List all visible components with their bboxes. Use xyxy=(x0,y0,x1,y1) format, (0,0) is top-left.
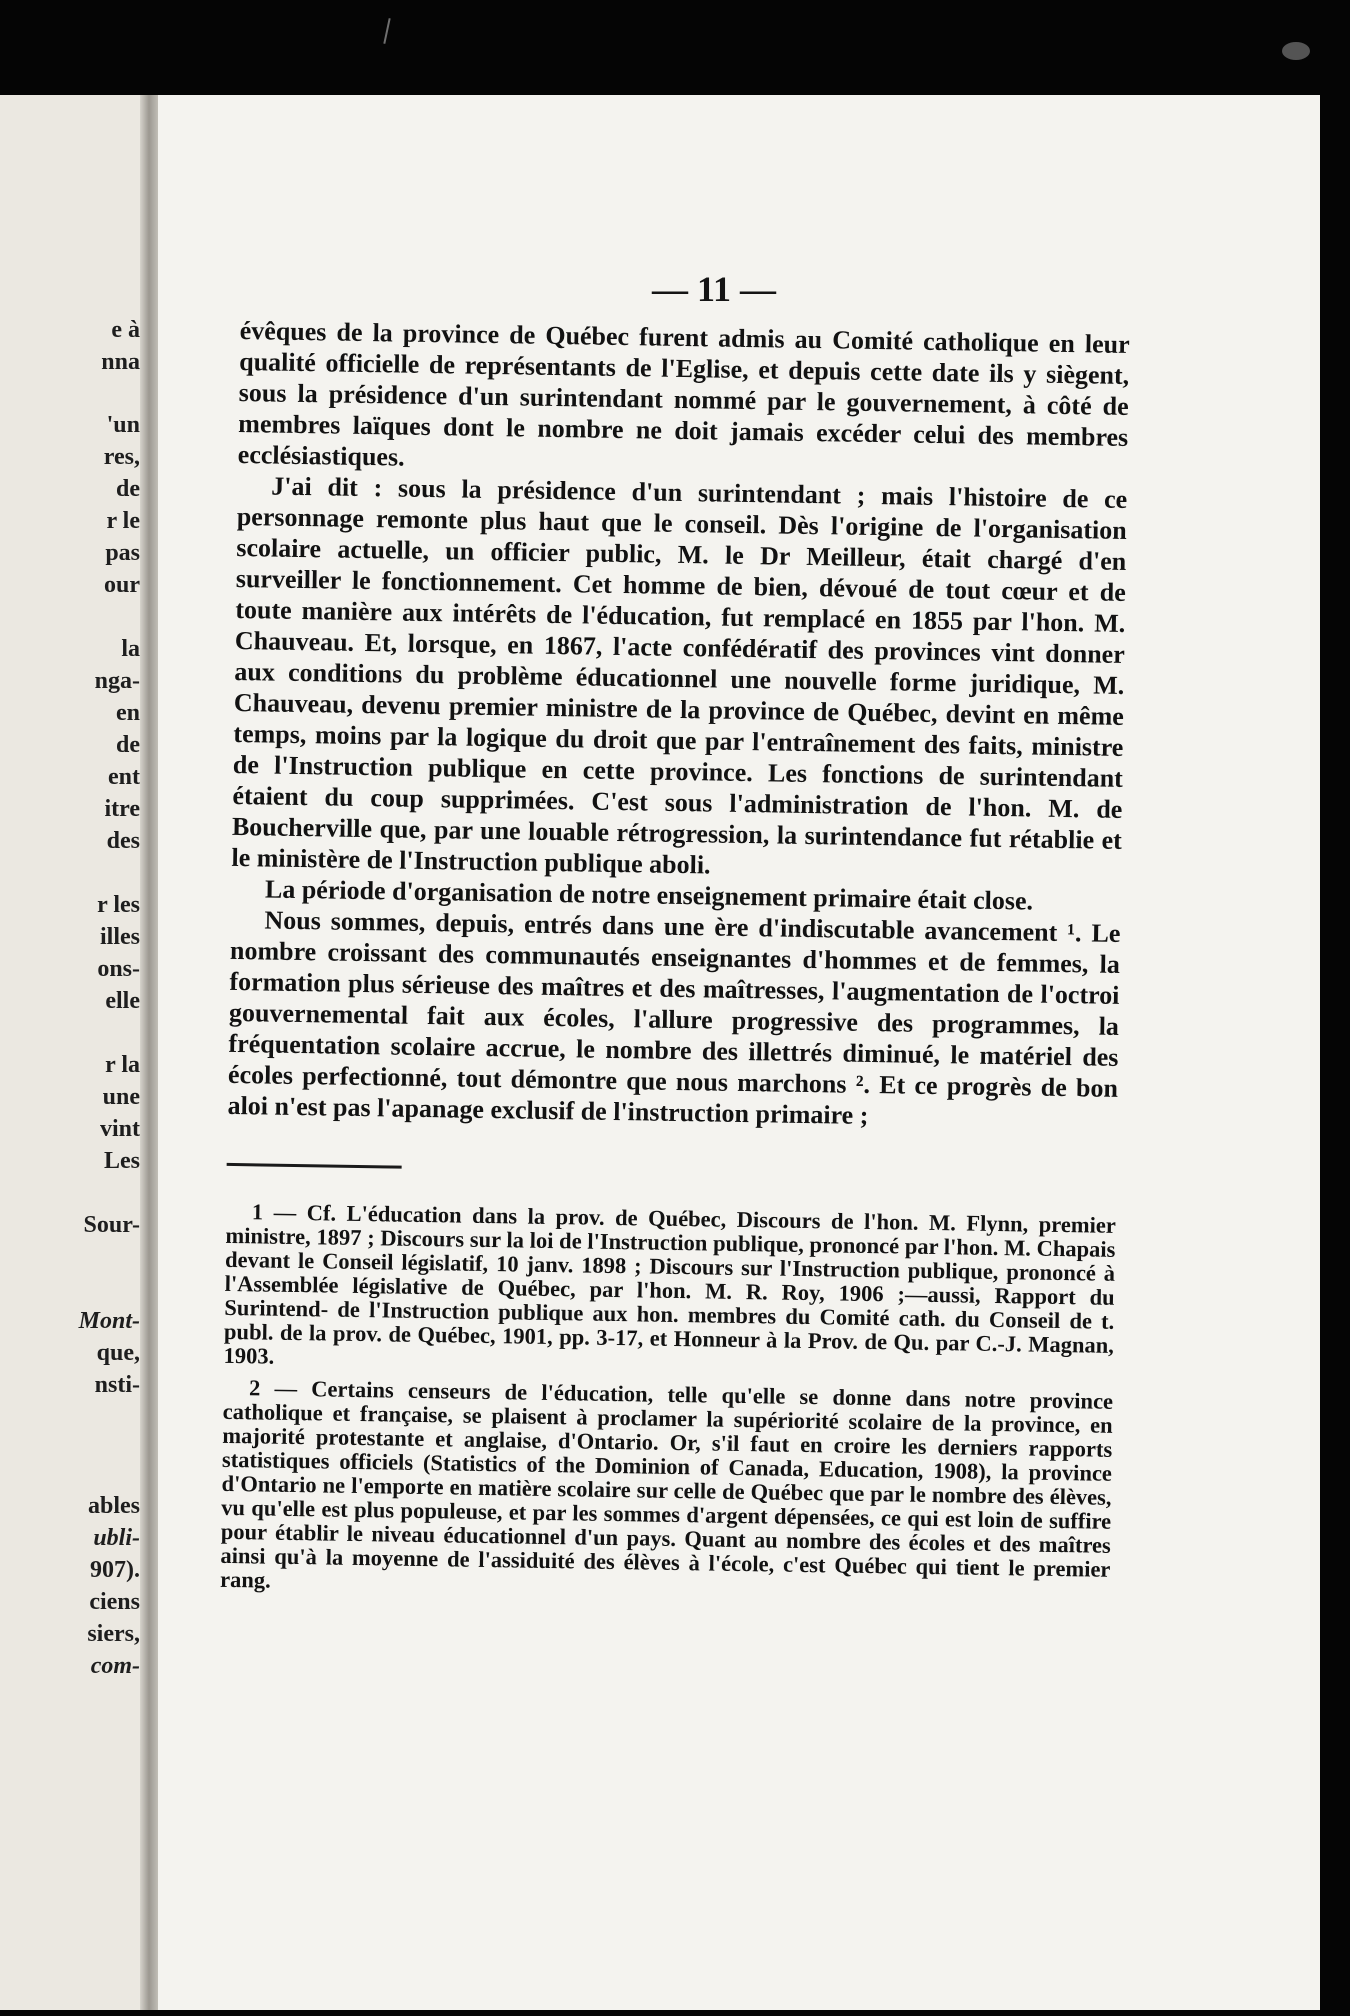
left-margin-fragment: de xyxy=(116,732,140,758)
left-margin-fragment: res, xyxy=(103,444,140,470)
left-margin-fragment: ons- xyxy=(97,956,140,982)
paragraph: Nous sommes, depuis, entrés dans une ère d'indiscutable avancement ¹. Le nombre croissant des communautés enseignantes d'hommes et de femmes, la formation plus sérieuse des maîtres et des maîtresses, l'augmentation de l'octroi gouvernemental fait aux écoles, l'allure progressive des programmes, la fréquentation scolaire accrue, le nombre des illettrés diminué, le matériel des écoles perfectionné, tout démontre que nous marchons ². Et ce progrès de bon aloi n'est pas l'apanage exclusif de l'instruction primaire ; xyxy=(227,905,1121,1130)
left-margin-fragment: vint xyxy=(99,1116,140,1142)
footnote-separator xyxy=(227,1163,402,1169)
left-margin-fragment: siers, xyxy=(87,1621,140,1647)
main-text-block xyxy=(220,315,1130,1606)
left-margin-fragment: r la xyxy=(105,1052,140,1078)
left-margin-fragment: ables xyxy=(87,1493,140,1519)
left-margin-fragment: r le xyxy=(106,508,140,534)
footnote: 1 — Cf. L'éducation dans la prov. de Québec, Discours de l'hon. M. Flynn, premier ministre, 1897 ; Discours sur la loi de l'Instruction publique, prononcé par l'hon. M. Chapais devant le Conseil législatif, 10 janv. 1898 ; Discours sur l'Instruction publique, prononcé à l'Assemblée législative de Québec, par l'hon. M. R. Roy, 1906 ;—aussi, Rapport du Surintend- de l'Instruction publique aux hon. membres du Comité cath. du Conseil de t. publ. de la prov. de Québec, 1901, pp. 3-17, et Honneur à la Prov. de Qu. par C.-J. Magnan, 1903. xyxy=(223,1199,1117,1369)
left-margin-fragment: itre xyxy=(104,796,140,822)
left-margin-fragment: que, xyxy=(96,1340,140,1366)
left-margin-fragment: 'un xyxy=(106,412,140,438)
left-margin-fragment: des xyxy=(106,828,140,854)
left-margin-fragment: e à xyxy=(111,317,140,343)
left-margin-fragment: elle xyxy=(105,988,140,1014)
left-margin-fragment: pas xyxy=(105,540,140,566)
left-margin-fragment: ciens xyxy=(89,1589,140,1615)
footnote: 2 — Certains censeurs de l'éducation, telle qu'elle se donne dans notre province catholique et française, se plaisent à proclamer la supériorité scolaire de la province, en majorité protestante et anglaise, d'Ontario. Or, s'il faut en croire les derniers rapports statistiques officiels (Statistics of the Dominion of Canada, Education, 1908), la province d'Ontario ne l'emporte en matière scolaire sur celle de Québec que par le nombre des élèves, vu qu'elle est plus populeuse, et par les sommes d'argent dépensées, ce qui est loin de suffire pour établir le niveau éducationnel d'un pays. Quant au nombre des écoles et des maîtres ainsi qu'à la moyenne de l'assiduité des élèves à l'école, c'est Québec qui tient le premier rang. xyxy=(219,1375,1114,1593)
paragraph: évêques de la province de Québec furent admis au Comité catholique en leur qualité officielle de représentants de l'Eglise, et depuis cette date ils y siègent, sous la présidence d'un surintendant nommé par le gouvernement, à côté de membres laïques dont le nombre ne doit jamais excéder celui des membres ecclésiastiques. xyxy=(237,315,1130,472)
paragraph: J'ai dit : sous la présidence d'un surintendant ; mais l'histoire de ce personnage remonte plus haut que le conseil. Dès l'origine de l'organisation scolaire actuelle, un officier public, M. le Dr Meilleur, était chargé d'en surveiller le fonctionnement. Cet homme de bien, dévoué de tout cœur et de toute manière aux intérêts de l'éducation, fut remplacé en 1855 par l'hon. M. Chauveau. Et, lorsque, en 1867, l'acte confédératif des provinces vint donner aux conditions du problème éducationnel une nouvelle forme juridique, M. Chauveau, devenu premier ministre de la province de Québec, devint en même temps, moins par la logique du droit que par l'entraînement des faits, ministre de l'Instruction publique en cette province. Les fonctions de surintendant étaient du coup supprimées. C'est sous l'administration de l'hon. M. de Boucherville que, par une louable rétrogression, la surintendance fut rétablie et le ministère de l'Instruction publique aboli. xyxy=(231,471,1128,880)
left-margin-fragment: Mont- xyxy=(78,1308,140,1334)
left-margin-fragment: Les xyxy=(104,1148,140,1174)
left-margin-fragment: une xyxy=(102,1084,140,1110)
page-number: — 11 — xyxy=(652,269,777,309)
left-margin-fragment: en xyxy=(116,700,140,726)
scan-speck xyxy=(1282,42,1310,60)
left-margin-fragment: 907). xyxy=(90,1557,140,1583)
left-margin-fragment: our xyxy=(104,572,140,598)
left-margin-fragment: r les xyxy=(97,892,140,918)
left-margin-fragment: ent xyxy=(108,764,140,790)
left-margin-fragment: Sour- xyxy=(83,1212,140,1238)
book-gutter xyxy=(140,95,160,2010)
left-margin-fragment: com- xyxy=(90,1653,140,1679)
left-margin-fragment: ubli- xyxy=(93,1525,140,1551)
left-margin-fragment: nsti- xyxy=(94,1372,140,1398)
left-margin-fragment: illes xyxy=(100,924,140,950)
left-page xyxy=(0,95,152,2010)
paragraph: La période d'organisation de notre enseignement primaire était close. xyxy=(264,874,1034,916)
left-margin-fragment: nna xyxy=(101,349,140,375)
left-margin-fragment: nga- xyxy=(94,668,140,694)
left-margin-fragment: de xyxy=(116,476,140,502)
scan-mark xyxy=(383,18,390,44)
left-margin-fragment: la xyxy=(121,636,140,662)
